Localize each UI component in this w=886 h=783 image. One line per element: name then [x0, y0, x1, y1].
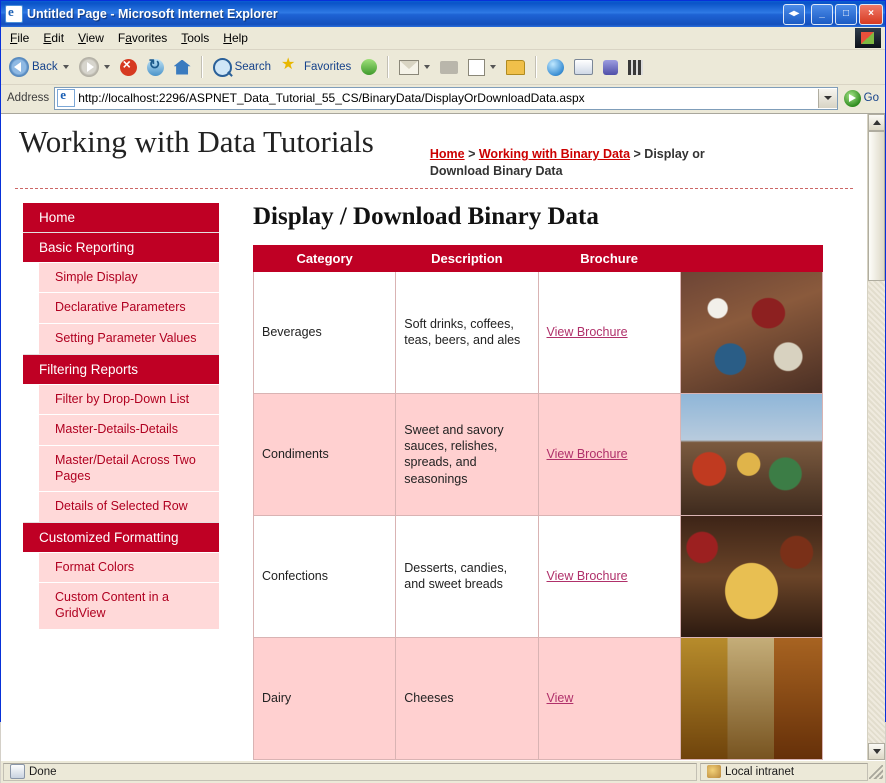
forward-dropdown-icon[interactable]: [104, 65, 110, 69]
navigation-toolbar: [1, 50, 885, 85]
view-brochure-link[interactable]: View Brochure: [546, 447, 628, 462]
stop-icon: [120, 59, 137, 76]
binary-data-gridview: [253, 245, 823, 760]
cell-category: Beverages: [254, 271, 396, 393]
address-input[interactable]: [54, 87, 837, 110]
address-dropdown-button[interactable]: [818, 89, 837, 108]
close-button[interactable]: ×: [859, 4, 883, 25]
chevron-up-icon: [873, 120, 881, 125]
page-header: [15, 124, 853, 189]
messenger-button[interactable]: [570, 54, 597, 80]
table-row: [254, 271, 823, 393]
status-text: Done: [29, 765, 57, 778]
category-photo-confections: [681, 516, 822, 637]
menu-favorites[interactable]: Favorites: [117, 31, 168, 45]
cell-brochure: [538, 515, 680, 637]
page-body: [1, 189, 867, 760]
edit-button[interactable]: [464, 54, 500, 80]
ie-logo-icon: [5, 5, 23, 23]
mail-button[interactable]: [395, 54, 434, 80]
restore-group-button[interactable]: ◂▸: [783, 4, 805, 25]
category-photo-beverages: [681, 272, 822, 393]
site-title: Working with Data Tutorials: [19, 124, 374, 159]
back-dropdown-icon[interactable]: [63, 65, 69, 69]
sidebar-item-customized-formatting[interactable]: Customized Formatting: [23, 522, 219, 552]
menu-bar: [1, 27, 885, 50]
view-brochure-link[interactable]: View: [546, 691, 574, 706]
page-content: [1, 114, 867, 760]
menu-view[interactable]: View: [78, 31, 104, 45]
security-zone[interactable]: [700, 763, 868, 781]
edit-page-icon: [468, 59, 485, 76]
favorites-button[interactable]: [277, 54, 355, 80]
breadcrumb-link-home[interactable]: Home: [429, 147, 465, 161]
go-icon: [844, 90, 861, 107]
printer-icon: [440, 61, 458, 74]
zone-text: Local intranet: [725, 765, 795, 778]
cell-category: Confections: [254, 515, 396, 637]
main-content: [219, 189, 867, 760]
gridview-body: [254, 271, 823, 759]
home-button[interactable]: [170, 54, 195, 80]
back-button[interactable]: [5, 54, 73, 80]
favorites-button-label: Favorites: [304, 61, 352, 73]
cell-brochure: [538, 393, 680, 515]
scroll-down-button[interactable]: [868, 743, 885, 760]
breadcrumb-current: Display or Download Binary Data: [429, 147, 705, 178]
go-button[interactable]: [838, 90, 883, 107]
media-button[interactable]: [599, 54, 622, 80]
address-label: Address: [7, 92, 50, 104]
menu-tools[interactable]: Tools: [181, 31, 210, 45]
cell-category: Dairy: [254, 637, 396, 759]
column-header-brochure: Brochure: [538, 245, 680, 271]
go-button-label: Go: [863, 92, 879, 104]
encoding-icon: [628, 60, 643, 75]
folder-icon: [506, 60, 525, 75]
sidebar-item-master-detail-across-two-pages[interactable]: Master/Detail Across Two Pages: [39, 445, 219, 491]
chevron-down-icon: [873, 749, 881, 754]
column-header-category: Category: [254, 245, 396, 271]
search-icon: [213, 58, 232, 77]
sidebar-item-filter-by-drop-down-list[interactable]: Filter by Drop-Down List: [39, 384, 219, 415]
globe-icon: [547, 59, 564, 76]
sidebar-item-basic-reporting[interactable]: Basic Reporting: [23, 232, 219, 262]
header-row: [254, 245, 823, 271]
cell-description: Sweet and savory sauces, relishes, spreads, and seasonings: [396, 393, 538, 515]
back-arrow-icon: [9, 57, 29, 77]
scrollbar-track[interactable]: [868, 131, 885, 743]
breadcrumb-sep-2: >: [630, 147, 645, 161]
view-brochure-link[interactable]: View Brochure: [546, 325, 628, 340]
sidebar-item-setting-parameter-values[interactable]: Setting Parameter Values: [39, 323, 219, 354]
minimize-button[interactable]: _: [811, 4, 833, 25]
maximize-button[interactable]: □: [835, 4, 857, 25]
back-button-label: Back: [32, 61, 58, 73]
refresh-button[interactable]: [143, 54, 168, 80]
media-icon: [603, 60, 618, 75]
windows-logo-icon: [855, 28, 881, 48]
title-bar: [1, 1, 885, 27]
cell-picture: [680, 515, 822, 637]
cell-brochure: [538, 637, 680, 759]
search-button-label: Search: [234, 61, 272, 73]
table-row: [254, 637, 823, 759]
address-bar: [1, 85, 885, 114]
cell-category: Condiments: [254, 393, 396, 515]
star-icon: ★: [281, 56, 296, 73]
chevron-down-icon: [824, 96, 832, 100]
zone-icon: [707, 765, 721, 778]
search-button[interactable]: [209, 54, 275, 80]
category-photo-dairy: [681, 638, 822, 759]
table-row: [254, 515, 823, 637]
cell-picture: [680, 393, 822, 515]
sidebar-item-simple-display[interactable]: Simple Display: [39, 262, 219, 293]
mail-dropdown-icon[interactable]: [424, 65, 430, 69]
encoding-button[interactable]: [624, 54, 647, 80]
sidebar-item-declarative-parameters[interactable]: Declarative Parameters: [39, 292, 219, 323]
view-brochure-link[interactable]: View Brochure: [546, 569, 628, 584]
page-title: Display / Download Binary Data: [253, 202, 599, 230]
stop-button[interactable]: [116, 54, 141, 80]
sidebar-item-details-of-selected-row[interactable]: Details of Selected Row: [39, 491, 219, 522]
cell-description: Cheeses: [396, 637, 538, 759]
breadcrumb-sep-1: >: [464, 147, 479, 161]
sidebar-item-filtering-reports[interactable]: Filtering Reports: [23, 354, 219, 384]
refresh-icon: [147, 59, 164, 76]
sidebar: [23, 203, 219, 629]
address-value[interactable]: http://localhost:2296/ASPNET_Data_Tutorial_55_CS/BinaryData/DisplayOrDownloadData.aspx: [78, 91, 585, 105]
discuss-button[interactable]: [543, 54, 568, 80]
home-icon: [174, 60, 191, 75]
page-viewport: [1, 114, 885, 760]
cell-picture: [680, 637, 822, 759]
table-row: [254, 393, 823, 515]
scroll-up-button[interactable]: [868, 114, 885, 131]
mail-icon: [399, 60, 419, 75]
sidebar-item-home[interactable]: Home: [23, 203, 219, 232]
column-header-description: Description: [396, 245, 538, 271]
edit-dropdown-icon[interactable]: [490, 65, 496, 69]
cell-picture: [680, 271, 822, 393]
toolbar-separator-2: [387, 56, 389, 78]
breadcrumb: [430, 146, 760, 180]
resize-grip[interactable]: [869, 765, 883, 779]
status-bar: [1, 760, 885, 783]
page-icon: [57, 89, 75, 107]
scrollbar-thumb[interactable]: [868, 131, 885, 281]
window-controls: [783, 4, 883, 25]
sidebar-item-custom-content-in-a-gridview[interactable]: Custom Content in a GridView: [39, 582, 219, 628]
messenger-icon: [574, 59, 593, 75]
sidebar-item-master-details-details[interactable]: Master-Details-Details: [39, 414, 219, 445]
page-scrollbar[interactable]: [867, 114, 885, 760]
toolbar-separator-1: [201, 56, 203, 78]
history-icon: [361, 59, 377, 75]
print-button[interactable]: [436, 54, 462, 80]
sidebar-item-format-colors[interactable]: Format Colors: [39, 552, 219, 583]
menu-file[interactable]: File: [10, 31, 30, 45]
folder-button[interactable]: [502, 54, 529, 80]
cell-brochure: [538, 271, 680, 393]
forward-arrow-icon: [79, 57, 99, 77]
cell-description: Desserts, candies, and sweet breads: [396, 515, 538, 637]
cell-description: Soft drinks, coffees, teas, beers, and ales: [396, 271, 538, 393]
status-message: [3, 763, 697, 781]
menu-help[interactable]: Help: [223, 31, 248, 45]
category-photo-condiments: [681, 394, 822, 515]
toolbar-separator-3: [535, 56, 537, 78]
history-button[interactable]: [357, 54, 381, 80]
window-title: Untitled Page - Microsoft Internet Explorer: [27, 7, 278, 21]
breadcrumb-link-section[interactable]: Working with Binary Data: [478, 147, 631, 161]
column-header-picture: [680, 245, 822, 271]
gridview-header: [254, 245, 823, 271]
page-loaded-icon: [10, 764, 25, 779]
menu-edit[interactable]: Edit: [43, 31, 65, 45]
forward-button[interactable]: [75, 54, 114, 80]
